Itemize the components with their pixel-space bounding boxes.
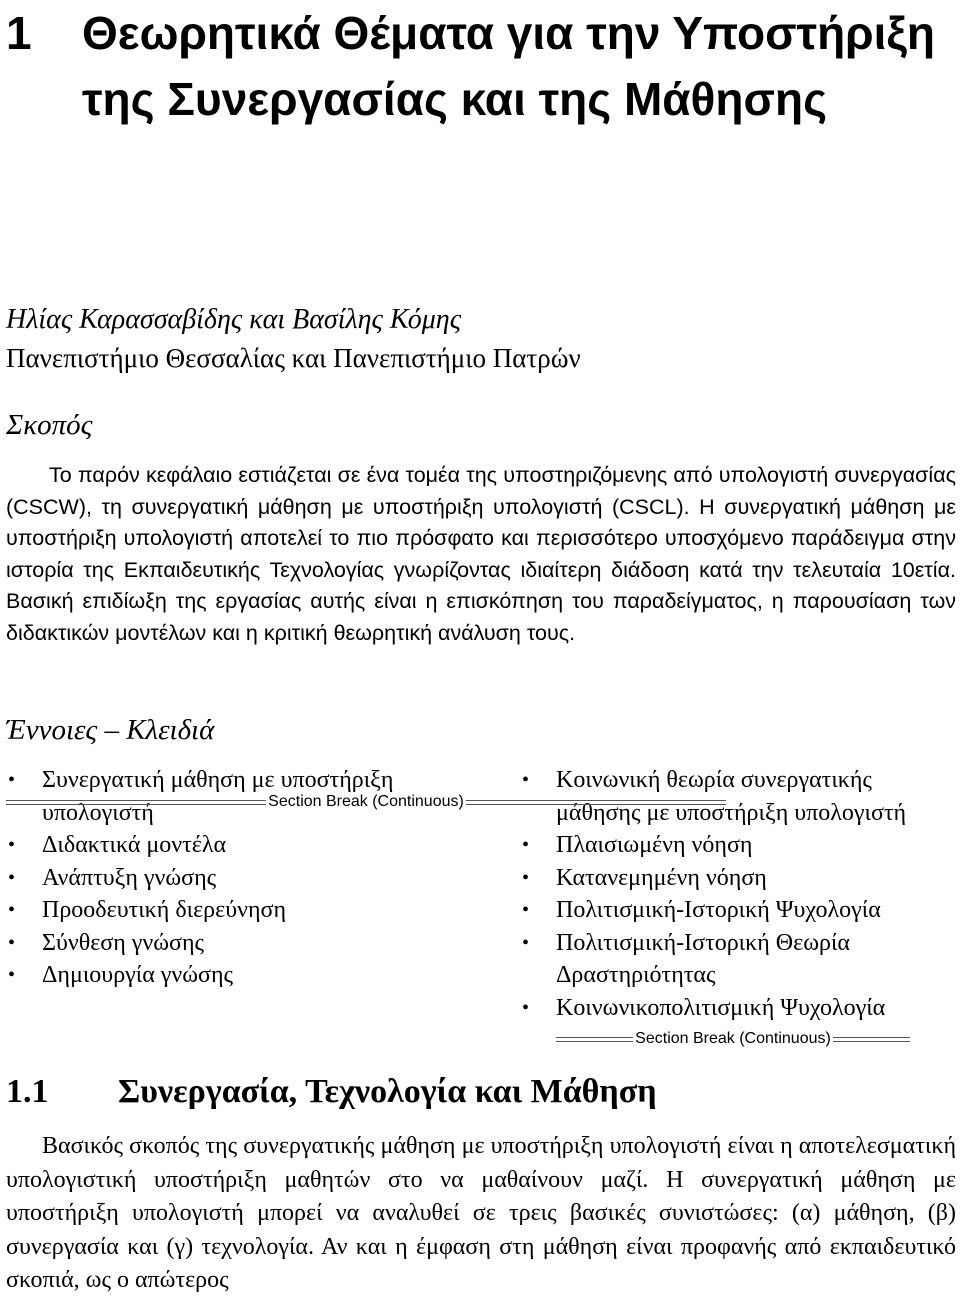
list-item (6, 894, 446, 927)
keyword-label: Κατανεμημένη νόηση (556, 864, 767, 891)
section-heading (6, 1070, 657, 1114)
keyword-label: Ανάπτυξη γνώσης (42, 864, 217, 891)
chapter-number: 1 (6, 7, 32, 59)
keyword-label: Πολιτισμική-Ιστορική Ψυχολογία (556, 897, 881, 923)
bullet-icon: • (8, 834, 16, 856)
keyword-label: Πολιτισμική-Ιστορική Θεωρία Δραστηριότητας (556, 929, 850, 988)
section-number: 1.1 (6, 1073, 49, 1110)
bullet-icon: • (8, 931, 16, 954)
keyword-label: Κοινωνική θεωρία συνεργατικής μάθησης με υποστήριξη υπολογιστή (556, 767, 907, 826)
keyword-label: Δημιουργία γνώσης (42, 962, 234, 988)
list-item (6, 862, 446, 895)
keyword-label: Σύνθεση γνώσης (42, 929, 205, 956)
bullet-icon: • (522, 899, 530, 921)
section-title: Συνεργασία, Τεχνολογία και Μάθηση (118, 1073, 657, 1110)
section-break-line (466, 800, 726, 805)
list-item (520, 992, 956, 1025)
section-paragraph: Βασικός σκοπός της συνεργατικής μάθηση με υποστήριξη υπολογιστή είναι η αποτελεσματική υπολογιστική υποστήριξη μαθητών στο να μαθαίνουν μαζί. Η συνεργατική μάθηση με υποστήριξη υπολογιστή μπορεί να αναλυθεί σε τρεις βασικές συνιστώσες: (α) μάθηση, (β) συνεργασία και (γ) τεχνολογία. Αν και η έμφαση στη μάθηση είναι προφανής από εκπαιδευτικό σκοπιά, ως ο απώτερος (6, 1133, 956, 1293)
bullet-icon: • (8, 769, 16, 791)
keyword-label: Προοδευτική διερεύνηση (42, 897, 286, 923)
keyword-label: Πλαισιωμένη νόηση (556, 832, 753, 858)
bullet-icon: • (522, 834, 530, 856)
bullet-icon: • (8, 899, 16, 921)
list-item (6, 959, 446, 992)
affiliation: Πανεπιστήμιο Θεσσαλίας και Πανεπιστήμιο Πατρών (6, 343, 581, 373)
keyword-label: Συνεργατική μάθηση με υποστήριξη υπολογιστή (42, 767, 394, 826)
keyword-label: Κοινωνικοπολιτισμική Ψυχολογία (556, 994, 886, 1021)
bullet-icon: • (522, 769, 530, 791)
list-item (520, 829, 956, 862)
list-item (6, 927, 446, 960)
section-break-label: Section Break (Continuous) (635, 1030, 831, 1047)
section-break-line (6, 800, 266, 805)
aim-heading: Σκοπός (6, 409, 93, 441)
section-break-label: Section Break (Continuous) (268, 793, 464, 810)
chapter-title: Θεωρητικά Θέματα για την Υποστήριξη της Συνεργασίας και της Μάθησης (82, 7, 935, 125)
section-break-marker (556, 1031, 910, 1047)
list-item (520, 894, 956, 927)
bullet-icon: • (522, 866, 530, 889)
list-item (520, 862, 956, 895)
keywords-heading: Έννοιες – Κλειδιά (6, 714, 215, 746)
list-item (6, 829, 446, 862)
section-break-line (556, 1037, 633, 1042)
bullet-icon: • (8, 964, 16, 986)
list-item (520, 927, 956, 992)
bullet-icon: • (522, 931, 530, 954)
bullet-icon: • (522, 996, 530, 1019)
section-break-line (833, 1037, 910, 1042)
authors: Ηλίας Καρασσαβίδης και Βασίλης Κόμης (6, 304, 462, 335)
bullet-icon: • (8, 866, 16, 889)
section-break-marker (6, 794, 726, 810)
keyword-label: Διδακτικά μοντέλα (42, 832, 227, 858)
aim-paragraph: Το παρόν κεφάλαιο εστιάζεται σε ένα τομέα της υποστηριζόμενης από υπολογιστή συνεργασίας (CSCW), τη συνεργατική μάθηση με υποστήριξη υπολογιστή (CSCL). Η συνεργατική μάθηση με υποστήριξη υπολογιστή αποτελεί το πιο πρόσφατο και περισσότερο υποσχόμενο παράδειγμα στην ιστορία της Εκπαιδευτικής Τεχνολογίας γνωρίζοντας ιδιαίτερη διάδοση κατά την τελευταία 10ετία. Βασική επιδίωξη της εργασίας αυτής είναι η επισκόπηση του παραδείγματος, η παρουσίαση των διδακτικών μοντέλων και η κριτική θεωρητική ανάλυση τους. (6, 463, 956, 645)
